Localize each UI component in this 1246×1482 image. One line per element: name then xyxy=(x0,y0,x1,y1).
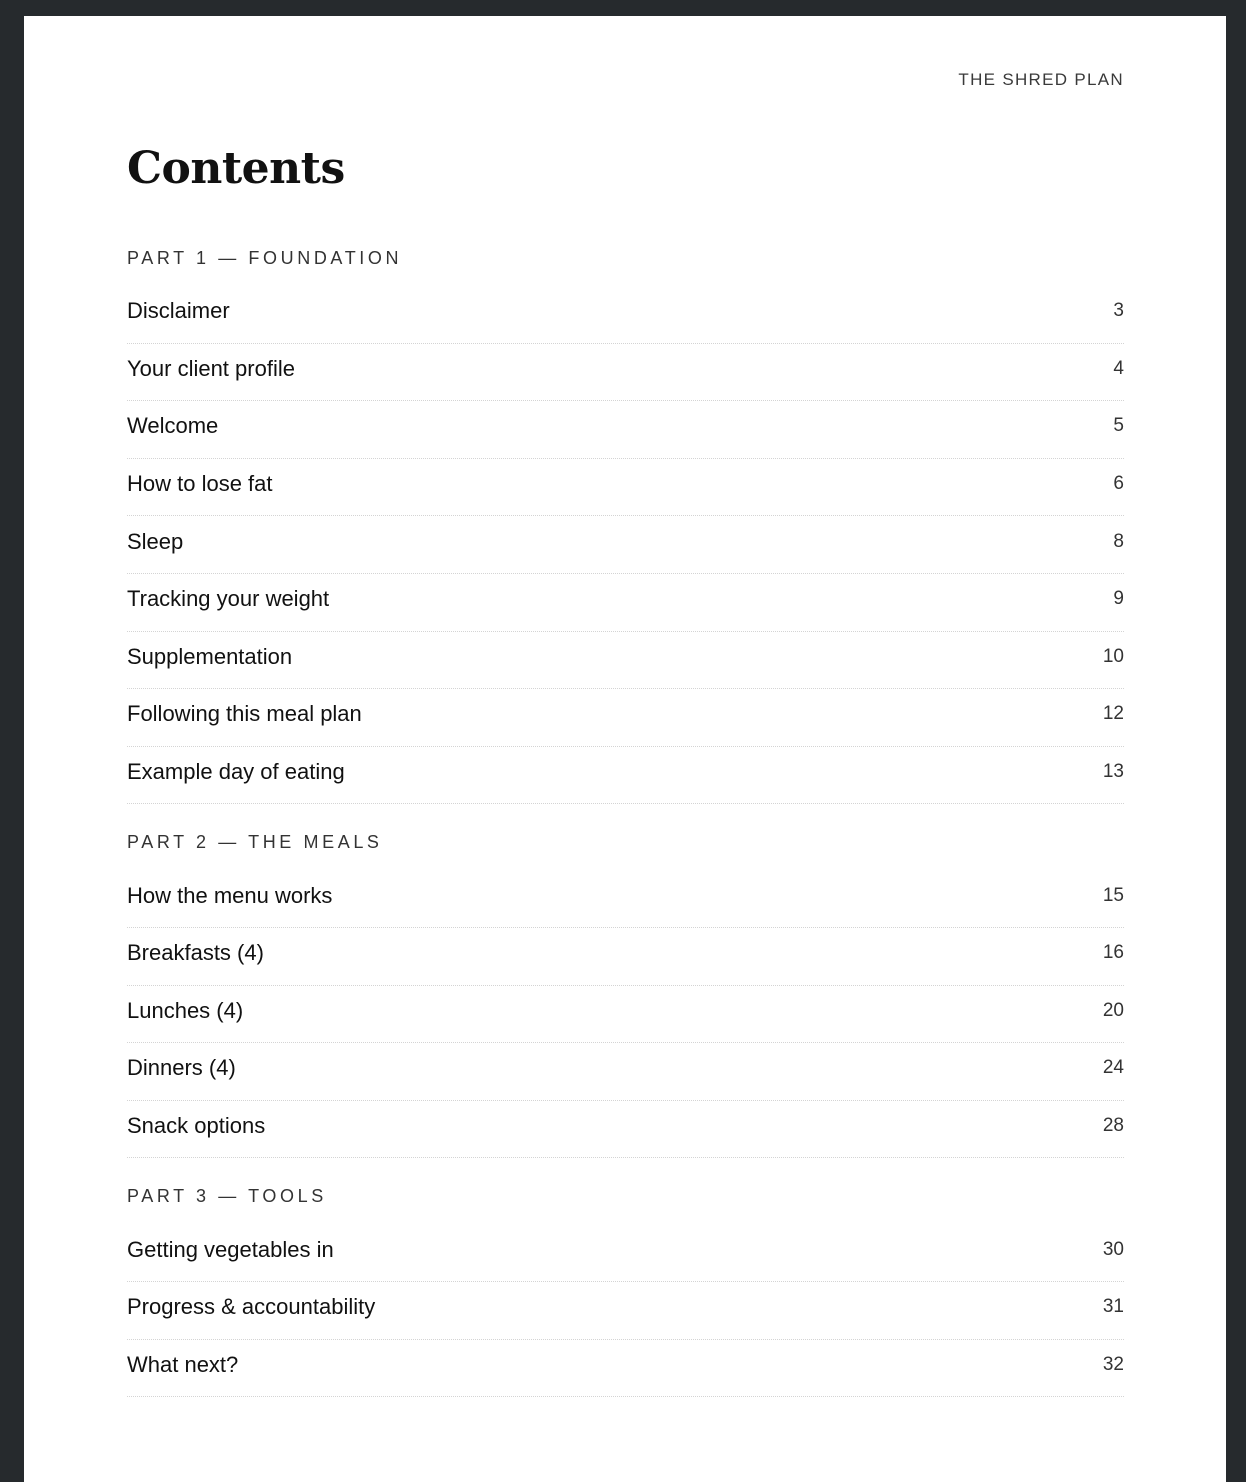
toc-entry-title: Snack options xyxy=(127,1113,266,1139)
toc-entry[interactable] xyxy=(127,632,1124,690)
toc-entry-title: What next? xyxy=(127,1351,239,1377)
table-of-contents xyxy=(127,140,1124,1397)
toc-entry-title: Disclaimer xyxy=(127,298,230,324)
toc-entry[interactable] xyxy=(127,1101,1124,1159)
toc-entry-title: How to lose fat xyxy=(127,471,273,497)
toc-entry-page-number: 20 xyxy=(1102,999,1124,1021)
toc-entry-page-number: 24 xyxy=(1102,1057,1124,1079)
toc-entry-page-number: 30 xyxy=(1102,1238,1124,1260)
toc-entry-title: Your client profile xyxy=(127,355,295,381)
section-heading: PART 3 — TOOLS xyxy=(127,1186,327,1207)
toc-entry-page-number: 16 xyxy=(1102,942,1124,964)
toc-entry[interactable] xyxy=(127,870,1124,928)
toc-entry[interactable] xyxy=(127,747,1124,805)
toc-entry[interactable] xyxy=(127,986,1124,1044)
toc-entry-title: Following this meal plan xyxy=(127,701,362,727)
toc-entry-page-number: 9 xyxy=(1113,588,1124,610)
toc-entry-page-number: 15 xyxy=(1102,884,1124,906)
toc-entry-title: Progress & accountability xyxy=(127,1294,376,1320)
page-title: Contents xyxy=(127,143,345,194)
toc-entry[interactable] xyxy=(127,1224,1124,1282)
toc-entry[interactable] xyxy=(127,344,1124,402)
section-heading: PART 2 — THE MEALS xyxy=(127,832,383,853)
toc-section xyxy=(127,242,1124,804)
toc-entry-page-number: 32 xyxy=(1102,1353,1124,1375)
toc-entry[interactable] xyxy=(127,286,1124,344)
toc-entry-title: Dinners (4) xyxy=(127,1055,236,1081)
toc-entry-page-number: 10 xyxy=(1102,645,1124,667)
toc-entry[interactable] xyxy=(127,1282,1124,1340)
toc-entry[interactable] xyxy=(127,459,1124,517)
toc-entry[interactable] xyxy=(127,689,1124,747)
toc-section xyxy=(127,1180,1124,1397)
toc-entry-page-number: 3 xyxy=(1113,300,1124,322)
toc-entry-page-number: 28 xyxy=(1102,1115,1124,1137)
toc-entry-title: How the menu works xyxy=(127,882,333,908)
document-page xyxy=(24,16,1226,1482)
toc-entry[interactable] xyxy=(127,1043,1124,1101)
toc-entry-page-number: 31 xyxy=(1102,1296,1124,1318)
toc-entry-title: Sleep xyxy=(127,528,184,554)
toc-entry-title: Example day of eating xyxy=(127,759,345,785)
toc-entry-page-number: 4 xyxy=(1113,357,1124,379)
toc-entry[interactable] xyxy=(127,1340,1124,1398)
section-heading: PART 1 — FOUNDATION xyxy=(127,248,403,268)
toc-entry-page-number: 8 xyxy=(1113,530,1124,552)
toc-entry-page-number: 5 xyxy=(1113,415,1124,437)
toc-entry-page-number: 6 xyxy=(1113,473,1124,495)
toc-sections xyxy=(127,242,1124,1397)
toc-entry-title: Supplementation xyxy=(127,643,293,669)
toc-entry-page-number: 12 xyxy=(1102,703,1124,725)
toc-entry-title: Tracking your weight xyxy=(127,586,330,612)
running-header: THE SHRED PLAN xyxy=(958,70,1124,89)
toc-entry[interactable] xyxy=(127,516,1124,574)
toc-entry-page-number: 13 xyxy=(1102,761,1124,783)
toc-section xyxy=(127,826,1124,1158)
toc-entry[interactable] xyxy=(127,574,1124,632)
toc-entry[interactable] xyxy=(127,928,1124,986)
toc-entry-title: Breakfasts (4) xyxy=(127,940,264,966)
toc-entry-title: Welcome xyxy=(127,413,219,439)
toc-entry-title: Lunches (4) xyxy=(127,997,244,1023)
toc-entry-title: Getting vegetables in xyxy=(127,1236,334,1262)
toc-entry[interactable] xyxy=(127,401,1124,459)
